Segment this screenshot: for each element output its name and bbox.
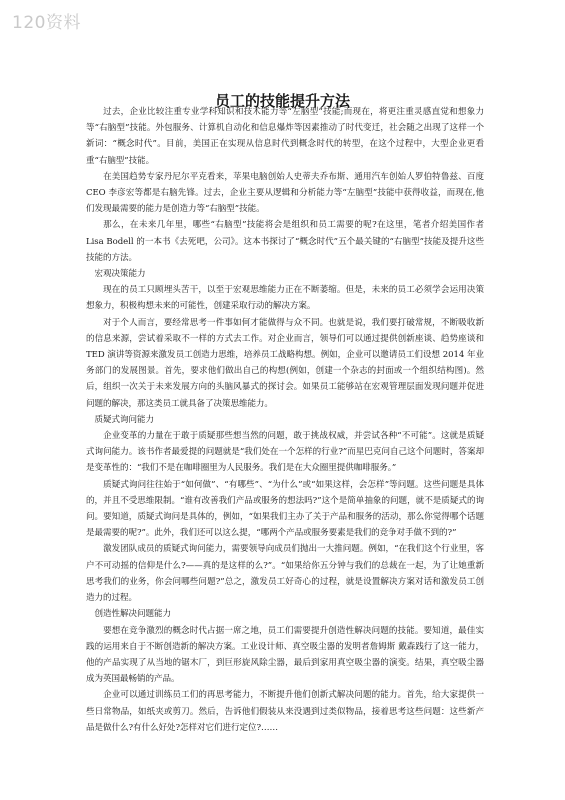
document-body [86,104,484,736]
body-paragraph: 在美国趋势专家丹尼尔平克看来，苹果电脑创始人史蒂夫乔布斯、通用汽车创始人罗伯特鲁兹、百度 CEO 李彦宏等都是右脑先锋。过去，企业主要从逻辑和分析能力等“左脑型”技能中获得收益，而现在,他们发现最需要的能力是创造力等“右脑型”技能。 [86,171,484,215]
page-title: 员工的技能提升方法 [214,92,350,111]
body-paragraph: 企业变革的力量在于敢于质疑那些想当然的问题，敢于挑战权威，并尝试各种“不可能”。这就是质疑式询问能力。该书作者最爱提的问题就是“我们处在一个怎样的行业?”而星巴克问自己这个问题时，答案却是变革性的：“我们不是在咖啡圈里为人民服务。我们是在大众圈里提供咖啡服务。” [86,431,484,474]
section-heading: 创造性解决问题能力 [94,609,172,620]
section-heading: 质疑式询问能力 [94,414,155,425]
body-paragraph: 企业可以通过训练员工们的再思考能力，不断提升他们创新式解决问题的能力。首先，给大家提供一些日常物品，如纸夹或剪刀。然后，告诉他们假装从来没遇到过类似物品，接着思考这些问题：这些新产品是做什么?有什么好处?怎样对它们进行定位?…… [86,690,484,733]
body-paragraph: 质疑式询问往往始于“如何做”、“有哪些”、“为什么”或“如果这样，会怎样”等问题。这些问题是具体的，并且不受思维限制。“谁有改善我们产品或服务的想法吗?”这个是简单抽象的问题，就不是质疑式的询问。要知道，质疑式询问是具体的，例如，“如果我们主办了关于产品和服务的活动，那么你觉得哪个话题是最需要的呢?”。此外，我们还可以这么提，“哪两个产品或服务要素是我们的竞争对手做不到的?” [86,479,484,539]
body-paragraph: 那么，在未来几年里，哪些“右脑型”技能将会是组织和员工需要的呢?在这里，笔者介绍美国作者 Lisa Bodell 的一本书《去死吧，公司》。这本书探讨了“概念时代”五个最关键的“右脑型”技能及提升这些技能的方法。 [86,220,484,263]
body-paragraph: 激发团队成员的质疑式询问能力，需要领导向成员们抛出一大推问题。例如，“在我们这个行业里，客户不可动摇的信仰是什么?——真的是这样的么?”。“如果给你五分钟与我们的总裁在一起，为了让她重新思考我们的业务，你会问哪些问题?”总之，激发员工好奇心的过程，就是设置解决方案对话和激发员工创造力的过程。 [86,544,484,604]
watermark-logo: 120资料 [12,13,81,33]
section-heading: 宏观决策能力 [94,269,146,280]
body-paragraph: 要想在竞争激烈的概念时代占据一席之地，员工们需要提升创造性解决问题的技能。要知道，最佳实践的运用来自于不断创造新的解决方案。工业设计师、真空吸尘器的发明者詹姆斯 戴森践行了这一能力，他的产品实现了从当地的锯木厂，到巨形旋风除尘器，最后到家用真空吸尘器的演变。结果，真空吸尘器成为英国最畅销的产品。 [86,625,484,685]
body-paragraph: 过去，企业比较注重专业学科知识和技术能力等“左脑型”技能;而现在，将更注重灵感直觉和想象力等“右脑型”技能。外包服务、计算机自动化和信息爆炸等因素推动了时代变迁，社会随之出现了这样一个新词：“概念时代”。目前，美国正在实现从信息时代到概念时代的转型，在这个过程中，大型企业更看重“右脑型”技能。 [86,107,484,166]
body-paragraph: 现在的员工只顾埋头苦干，以至于宏观思维能力正在不断萎缩。但是，未来的员工必须学会运用决策想象力，积极构想未来的可能性，创建采取行动的解决方案。 [86,285,484,312]
body-paragraph: 对于个人而言，要经常思考一件事如何才能做得与众不同。也就是说，我们要打破常规，不断吸收新的信息来源，尝试着采取不一样的方式去工作。对企业而言，领导们可以通过提供创新座谈、趋势座谈和 TED 演讲等资源来激发员工创造力思维，培养员工战略构想。例如，企业可以邀请员工们设想 2014 年业务部门的发展图景。首先，要求他们做出自己的构想(例如，创建一个杂志的封面或一个组织结构图)。然后，组织一次关于未来发展方向的头脑风暴式的探讨会。如果员工能够站在宏观管理层面发现问题并促进问题的解决，那这类员工就具备了决策思维能力。 [86,317,484,409]
